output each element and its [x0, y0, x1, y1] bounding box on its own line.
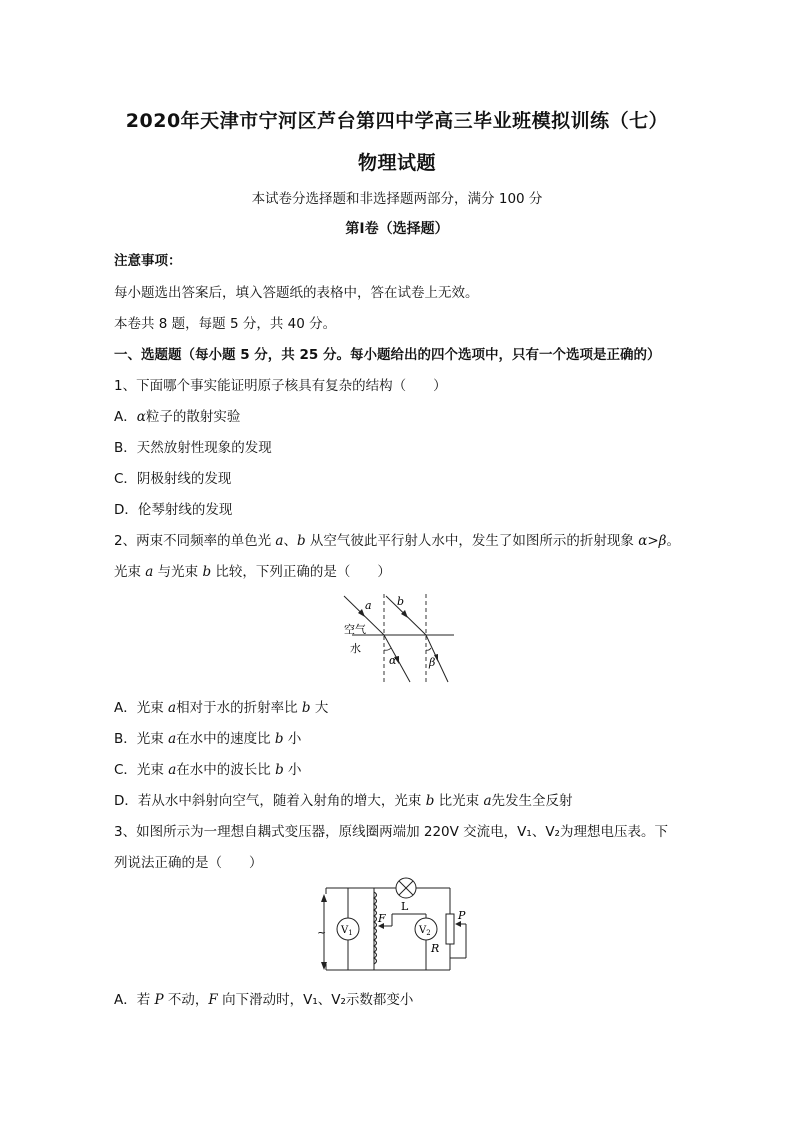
- beam-a-symbol: a: [483, 793, 492, 809]
- alpha-arc: [384, 648, 391, 650]
- option-text: C．光束: [114, 762, 169, 778]
- option-text: 不动，: [163, 992, 209, 1008]
- q1-option-a-text: 粒子的散射实验: [145, 409, 241, 425]
- q1-option-c: C．阴极射线的发现: [114, 471, 232, 487]
- rheostat-r: [446, 914, 454, 944]
- option-text: 先发生全反射: [491, 793, 573, 809]
- option-text: D．若从水中斜射向空气，随着入射角的增大，光束: [114, 793, 426, 809]
- q2-stem-text: 比较，下列正确的是（ ）: [211, 564, 391, 580]
- beam-a-label: a: [365, 599, 372, 612]
- notes-line-2: 本卷共 8 题，每题 5 分，共 40 分。: [114, 316, 337, 332]
- beam-b-symbol: b: [296, 533, 306, 549]
- q2-option-d: [114, 789, 573, 809]
- option-text: 向下滑动时，V₁、V₂示数都变小: [217, 992, 414, 1008]
- exam-subtitle: 物理试题: [357, 152, 436, 174]
- q2-stem-text: 从空气彼此平行射人水中，发生了如图所示的折射现象: [305, 533, 639, 549]
- q1-option-a-prefix: A．: [114, 409, 137, 425]
- q2-stem-text: 光束: [114, 564, 146, 580]
- slider-p-symbol: P: [154, 992, 164, 1008]
- r-label: R: [431, 942, 440, 955]
- beam-b-symbol: b: [275, 762, 284, 778]
- beta-arc: [426, 648, 431, 650]
- beam-a-symbol: a: [275, 533, 284, 549]
- angle-condition: α>β: [638, 533, 667, 549]
- option-text: A．若: [114, 992, 155, 1008]
- l-label: L: [401, 900, 409, 913]
- air-label: 空气: [344, 623, 366, 636]
- q3-option-a: [114, 988, 413, 1008]
- v2-label: $V_2$: [419, 925, 431, 937]
- q1-stem: 1、下面哪个事实能证明原子核具有复杂的结构（ ）: [114, 378, 447, 394]
- notes-line-1: 每小题选出答案后，填入答题纸的表格中，答在试卷上无效。: [114, 285, 479, 301]
- option-text: 小: [283, 731, 302, 747]
- q1-option-a: [114, 405, 240, 425]
- beam-a-symbol: a: [168, 700, 177, 716]
- section-heading: 一、选题题（每小题 5 分，共 25 分。每小题给出的四个选项中，只有一个选项是正确的）: [114, 347, 661, 363]
- q2-option-b: [114, 727, 301, 747]
- alpha-symbol: α: [136, 409, 146, 425]
- transformer-circuit: [312, 874, 482, 980]
- beam-b-symbol: b: [301, 700, 311, 716]
- alpha-label: α: [389, 654, 397, 667]
- beta-label: β: [429, 656, 436, 669]
- q1-option-b: B．天然放射性现象的发现: [114, 440, 272, 456]
- option-text: A．光束: [114, 700, 169, 716]
- option-text: 在水中的速度比: [176, 731, 275, 747]
- ac-symbol: ~: [317, 926, 327, 939]
- beam-a-symbol: a: [145, 564, 154, 580]
- q2-stem-text: 2、两束不同频率的单色光: [114, 533, 276, 549]
- option-text: B．光束: [114, 731, 169, 747]
- q2-stem-line-2: [114, 560, 391, 580]
- beam-a-symbol: a: [168, 762, 177, 778]
- option-text: 大: [310, 700, 329, 716]
- q3-stem-line-2: 列说法正确的是（ ）: [114, 855, 263, 871]
- beam-b-label: b: [397, 595, 405, 608]
- beam-b-symbol: b: [202, 564, 212, 580]
- notes-heading: 注意事项：: [114, 253, 182, 269]
- q2-stem-text: 。: [666, 533, 680, 549]
- refraction-diagram: [330, 588, 460, 688]
- option-text: 小: [283, 762, 302, 778]
- option-text: 相对于水的折射率比: [176, 700, 302, 716]
- q2-option-c: [114, 758, 302, 778]
- q2-separator: 、: [283, 533, 297, 549]
- water-label: 水: [350, 642, 361, 655]
- slider-f-symbol: F: [208, 992, 218, 1008]
- q3-stem-line-1: 3、如图所示为一理想自耦式变压器，原线圈两端加 220V 交流电，V₁、V₂为理想电压表。下: [114, 824, 668, 840]
- p-label: P: [458, 909, 466, 922]
- volume-heading: 第Ⅰ卷（选择题）: [345, 221, 449, 237]
- q2-stem-text: 与光束: [153, 564, 203, 580]
- exam-intro: 本试卷分选择题和非选择题两部分，满分 100 分: [251, 191, 543, 207]
- v1-label: $V_1$: [341, 925, 353, 937]
- option-text: 比光束: [434, 793, 484, 809]
- exam-title: 2020年天津市宁河区芦台第四中学高三毕业班模拟训练（七）: [125, 110, 669, 132]
- q2-stem-line-1: [114, 529, 680, 549]
- option-text: 在水中的波长比: [176, 762, 276, 778]
- f-label: F: [378, 912, 386, 925]
- q1-option-d: D．伦琴射线的发现: [114, 502, 233, 518]
- beam-b-symbol: b: [274, 731, 284, 747]
- beam-b-symbol: b: [425, 793, 435, 809]
- q2-option-a: [114, 696, 328, 716]
- beam-a-symbol: a: [168, 731, 177, 747]
